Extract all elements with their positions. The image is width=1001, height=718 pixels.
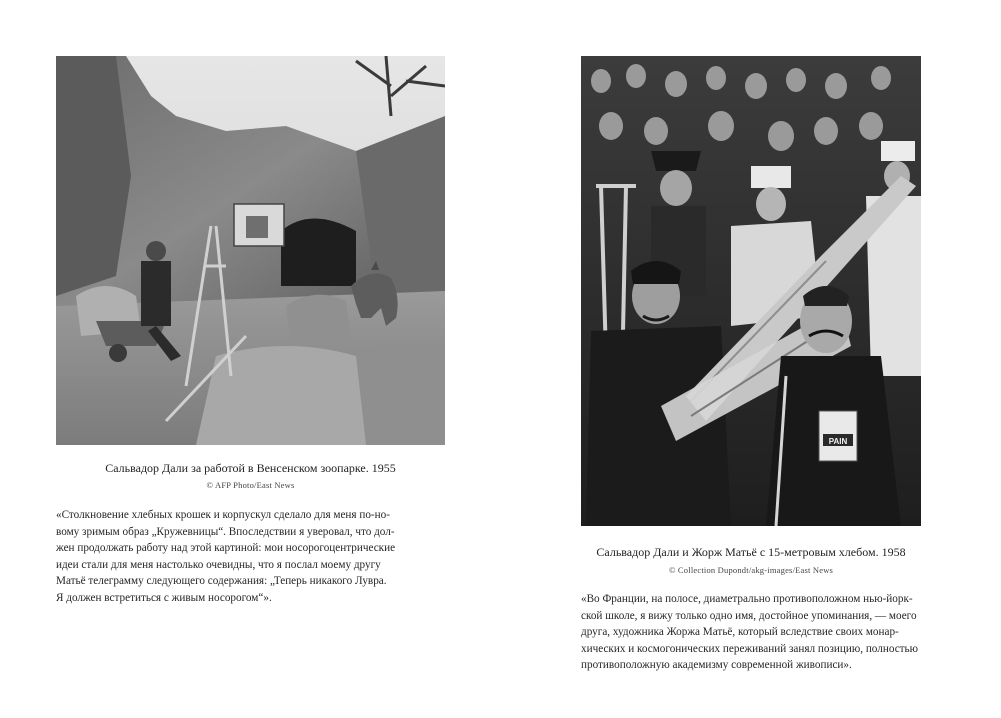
quote-line: хических и космогонических переживаний занял позицию, полностью [581, 642, 919, 655]
zoo-photo-credit: © AFP Photo/East News [206, 480, 295, 490]
zoo-photo [56, 56, 445, 445]
quote-line: друга, художника Жоржа Матьё, который вследствие своих монар- [581, 626, 899, 639]
zoo-photo-caption: Сальвадор Дали за работой в Венсенском зоопарке. 1955 [105, 461, 396, 475]
quote-line: ской школе, я вижу только одно имя, достойное упоминания, — моего [581, 609, 917, 622]
bread-photo-credit: © Collection Dupondt/akg-images/East News [668, 565, 834, 575]
quote-line: противоположную академизму современной живописи». [581, 659, 852, 672]
quote-line: «Столкновение хлебных крошек и корпускул сделало для меня по-но- [56, 509, 390, 521]
quote-line: вому зримым образ „Кружевницы“. Впоследствии я уверовал, что дол- [56, 525, 395, 538]
quote-line: жен продолжать работу над этой картиной: мои носорогоцентрические [56, 542, 396, 555]
bread-photo [581, 56, 921, 526]
right-page [500, 0, 1001, 718]
quote-line: Матьё телеграмму следующего содержания: „Теперь никакого Лувра. [56, 575, 387, 588]
quote-line: идеи стали для меня настолько очевидны, что я послал моему другу [56, 558, 381, 571]
right-quote [581, 591, 922, 674]
bread-photo-caption: Сальвадор Дали и Жорж Матьё с 15-метровым хлебом. 1958 [596, 545, 906, 559]
quote-line: «Во Франции, на полосе, диаметрально противоположном нью-йорк- [581, 593, 913, 605]
book-cover-text: PAIN [828, 437, 848, 446]
quote-line: Я должен встретиться с живым носорогом“». [56, 591, 272, 604]
left-page [0, 0, 500, 718]
left-quote [56, 507, 445, 607]
